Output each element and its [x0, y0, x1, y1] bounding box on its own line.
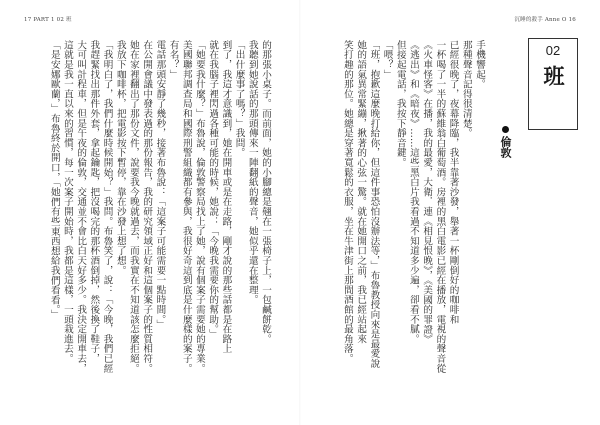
text-column: 在公開會議中發表過的那份報告，我的研究領域正好和這個案子的性質相符。 [141, 40, 153, 374]
text-column: 已經很晚了，夜幕降臨，我半靠著沙發，舉著一杯剛倒好的咖啡和 [447, 40, 459, 325]
text-column: 美國聯邦調查局和國際刑警組織都有參與，我很好奇這到底是什麼樣的案子。 [180, 40, 192, 374]
text-column: 手機響起。 [474, 40, 485, 89]
chapter-heading-box [528, 38, 578, 130]
text-column: 有名？」 [167, 40, 179, 80]
chapter-number: 02 [545, 43, 561, 58]
text-column: 「喂？」 [381, 40, 393, 80]
text-column: 這就是我一直以來的習慣，每一次案子開始時，我都是這樣，一頭栽進去。 [61, 40, 73, 364]
text-column: 就在我腦子裡閃過各種可能的時候，她說：「今晚我需要你的幫助。」 [207, 40, 219, 339]
left-page-header: 17 PART 1 02 班 [24, 17, 72, 23]
text-column: 《火車怪客》在播，我的最愛，大衛．連《相見恨晚》，《美國的罪證》 [421, 40, 433, 344]
text-column: 「她要我什麼？」布魯說，倫敦警察局找上了她，說有個案子需要她的專業。 [193, 40, 205, 374]
page-gutter [299, 0, 301, 425]
locale-label: 倫敦 [499, 136, 512, 158]
text-column: 的那張小桌子。而前面，她的小腳總是翹在一張椅子上，一包鹹餅乾。 [260, 40, 271, 344]
text-column: 我聽到她說話的那頭傳來一陣翻紙的聲音，她似乎還在整理。 [246, 40, 258, 305]
text-column: 「我明白了，我們什麼時候開始？」我問。布魯笑了，說：「今晚，我們已經 [101, 40, 113, 374]
text-column: 但接起電話，我按下靜音鍵。 [394, 40, 406, 168]
text-column: 《逃出》和《暗夜》……這些黑白片我看過不知道多少遍，卻看不膩。 [407, 40, 419, 344]
text-column: 笑打趣的那位。她總是穿著寬鬆的衣服，坐在牛津街上那間酒館的最角落。 [341, 40, 353, 364]
chapter-title: 班 [541, 65, 566, 86]
right-page-body [341, 40, 486, 390]
text-column: 「出什麼事了嗎？」我問。 [233, 40, 245, 158]
text-column: 電話那頭安靜了幾秒，接著布魯說：「這案子可能需要一點時間。」 [154, 40, 166, 330]
text-column: 一杯喝了一半的蘇維翁白葡萄酒。房裡的黑白電影已經在播放，電視的聲音從 [434, 40, 446, 374]
text-column: 我放下咖啡杯，把電影按下暫停，靠在沙發上想了想。 [114, 40, 126, 276]
text-column: 到了，我這才意識到，她在開車或是在走路，剛才說的那些話都是在路上 [220, 40, 232, 354]
right-page-header: 沉睡的殺手 Anne O 16 [514, 17, 576, 23]
text-column: 她的語氣異常緊繃，揪著的心弦一驚。就在她開口之前，我已經站起來 [355, 40, 367, 344]
text-column: 大可叫計程車，但是午夜的倫敦，交通並不會比白天好多少。我決定開車去， [75, 40, 87, 374]
text-column: 那種聲音記得很清楚。 [460, 40, 472, 138]
left-page-body [48, 40, 272, 395]
text-column: 我趕緊找出那件外套，拿起鑰匙，把沒喝完的那杯酒倒掉，然後換了鞋子， [88, 40, 100, 364]
text-column: 她在家裡翻出了那份文件，說要我今晚就過去，而我實在不知道該怎麼拒絕。 [127, 40, 139, 374]
text-column: 「班，抱歉這麼晚打給你，但這件事恐怕沒辦法等，」布魯教授向來是最愛說 [368, 40, 380, 369]
text-column: 「是安娜歐蘭，」布魯終於開口，「她們有些東西想給我們看看。」 [48, 40, 60, 320]
bullet-icon [502, 126, 509, 133]
chapter-locale [497, 126, 513, 158]
